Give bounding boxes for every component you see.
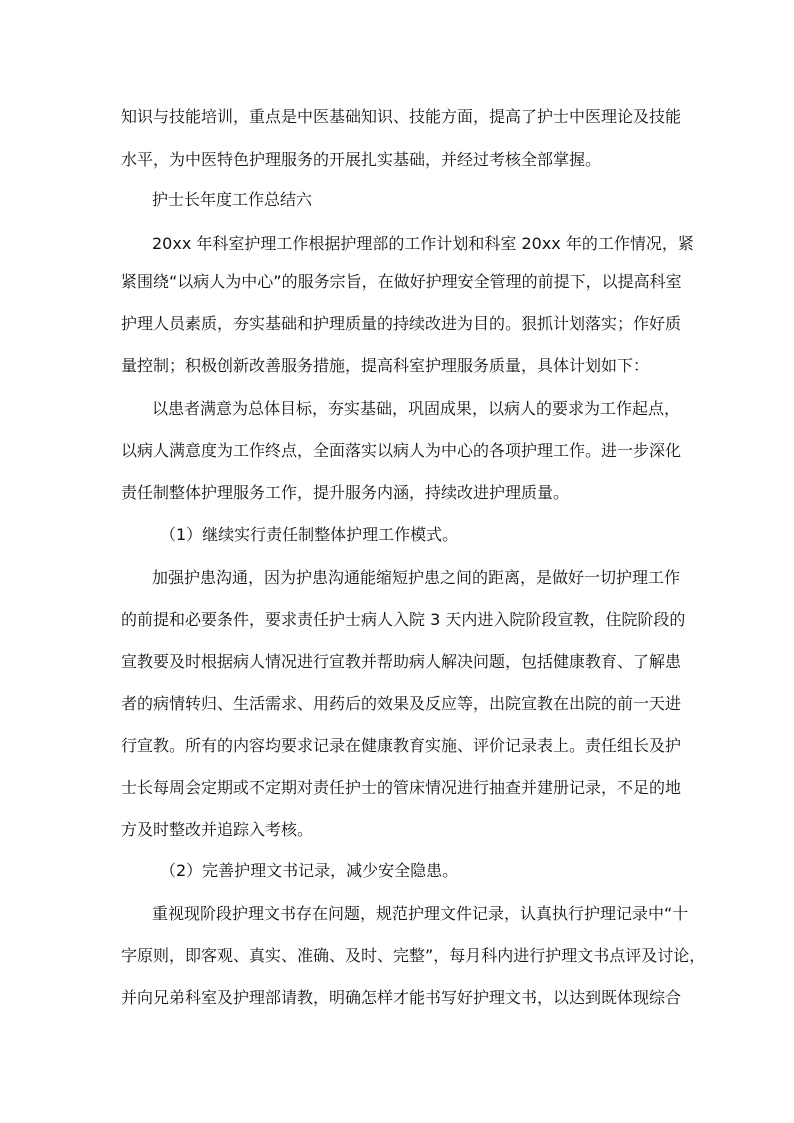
body-text-line: 重视现阶段护理文书存在问题，规范护理文件记录，认真执行护理记录中“十 xyxy=(152,904,689,923)
body-text-line: 字原则，即客观、真实、准确、及时、完整”，每月科内进行护理文书点评及讨论， xyxy=(121,946,706,965)
body-text-line: 以患者满意为总体目标，夯实基础，巩固成果，以病人的要求为工作起点， xyxy=(152,399,681,418)
body-text-line: 的前提和必要条件，要求责任护士病人入院 3 天内进入院阶段宣教，住院阶段的 xyxy=(121,610,686,629)
subsection-heading: （1）继续实行责任制整体护理工作模式。 xyxy=(160,525,459,544)
body-text-line: 加强护患沟通，因为护患沟通能缩短护患之间的距离，是做好一切护理工作 xyxy=(152,568,681,587)
body-text-line: 紧围绕“以病人为中心”的服务宗旨，在做好护理安全管理的前提下，以提高科室 xyxy=(121,272,682,291)
body-text-line: 方及时整改并追踪入考核。 xyxy=(121,820,314,839)
body-text-line: 护理人员素质，夯实基础和护理质量的持续改进为目的。狠抓计划落实；作好质 xyxy=(121,314,682,333)
body-text-line: 并向兄弟科室及护理部请教，明确怎样才能书写好护理文书，以达到既体现综合 xyxy=(121,988,682,1007)
body-text-line: 知识与技能培训，重点是中医基础知识、技能方面，提高了护士中医理论及技能 xyxy=(121,107,682,126)
body-text-line: 者的病情转归、生活需求、用药后的效果及反应等，出院宣教在出院的前一天进 xyxy=(121,694,682,713)
subsection-heading: （2）完善护理文书记录，减少安全隐患。 xyxy=(160,861,459,880)
section-heading: 护士长年度工作总结六 xyxy=(152,190,313,209)
body-text-line: 士长每周会定期或不定期对责任护士的管床情况进行抽查并建册记录，不足的地 xyxy=(121,778,682,797)
body-text-line: 责任制整体护理服务工作，提升服务内涵，持续改进护理质量。 xyxy=(121,483,570,502)
body-text-line: 水平，为中医特色护理服务的开展扎实基础，并经过考核全部掌握。 xyxy=(121,150,602,169)
body-text-line: 量控制；积极创新改善服务措施，提高科室护理服务质量，具体计划如下： xyxy=(121,356,650,375)
body-text-line: 行宣教。所有的内容均要求记录在健康教育实施、评价记录表上。责任组长及护 xyxy=(121,736,682,755)
body-text-line: 以病人满意度为工作终点，全面落实以病人为中心的各项护理工作。进一步深化 xyxy=(121,441,682,460)
body-text-line: 宣教要及时根据病人情况进行宣教并帮助病人解决问题，包括健康教育、了解患 xyxy=(121,652,682,671)
body-text-line: 20xx 年科室护理工作根据护理部的工作计划和科室 20xx 年的工作情况，紧 xyxy=(152,234,694,253)
